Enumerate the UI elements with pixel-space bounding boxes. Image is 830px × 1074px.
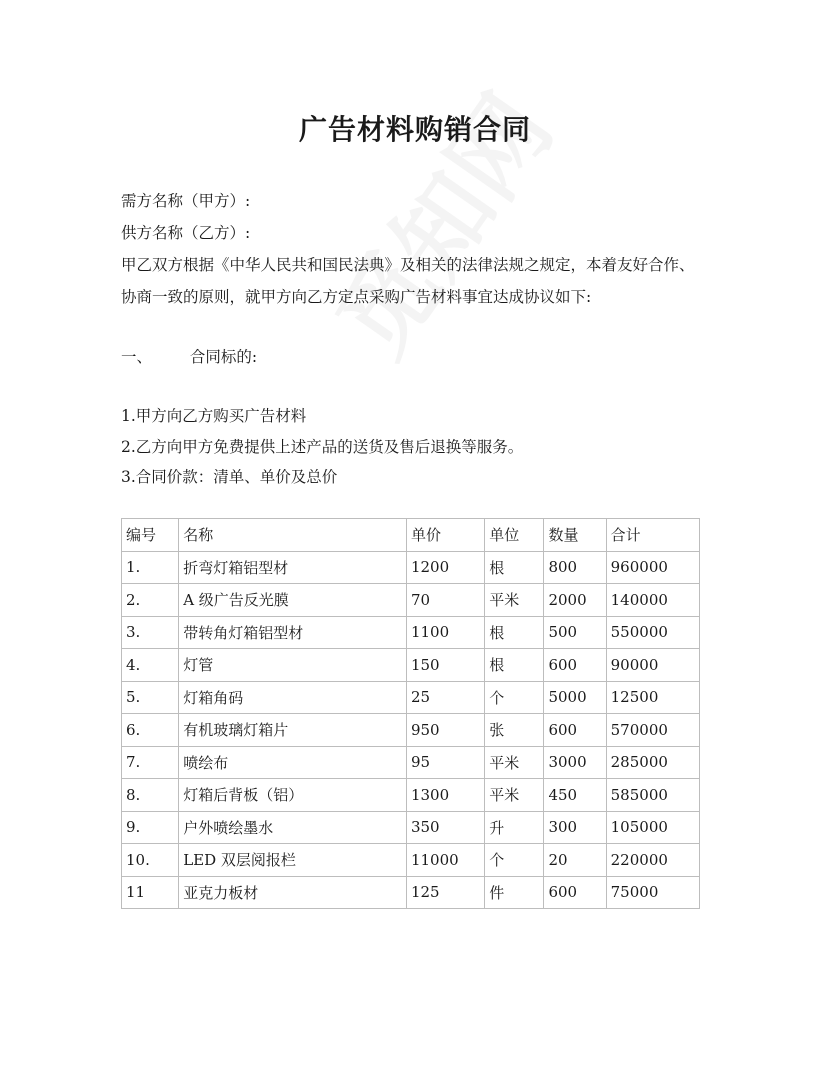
table-cell: 6.: [122, 714, 179, 747]
table-cell: 11000: [406, 844, 484, 877]
table-row: [122, 811, 700, 844]
table-cell: 灯箱角码: [179, 681, 407, 714]
table-cell: 960000: [606, 551, 699, 584]
seller-line: 供方名称（乙方）:: [121, 224, 251, 242]
table-cell: 3000: [544, 746, 606, 779]
clause-3: 3.合同价款：清单、单价及总价: [121, 468, 338, 486]
table-cell: 个: [485, 844, 544, 877]
table-cell: 70: [406, 584, 484, 617]
table-cell: 90000: [606, 649, 699, 682]
table-row: [122, 584, 700, 617]
table-cell: 1300: [406, 779, 484, 812]
table-cell: 张: [485, 714, 544, 747]
table-cell: A 级广告反光膜: [179, 584, 407, 617]
table-cell: 户外喷绘墨水: [179, 811, 407, 844]
table-cell: 根: [485, 551, 544, 584]
clause-1: 1.甲方向乙方购买广告材料: [121, 407, 307, 425]
section-number: 一、: [121, 348, 153, 366]
table-cell: 140000: [606, 584, 699, 617]
header-cell: 数量: [544, 519, 606, 552]
table-cell: 3.: [122, 616, 179, 649]
table-cell: 600: [544, 714, 606, 747]
table-cell: 300: [544, 811, 606, 844]
table-cell: 有机玻璃灯箱片: [179, 714, 407, 747]
table-cell: 10.: [122, 844, 179, 877]
buyer-line: 需方名称（甲方）:: [121, 192, 251, 210]
table-row: [122, 551, 700, 584]
table-cell: 25: [406, 681, 484, 714]
table-row: [122, 616, 700, 649]
table-cell: 950: [406, 714, 484, 747]
table-cell: 11: [122, 876, 179, 909]
table-row: [122, 844, 700, 877]
table-cell: 7.: [122, 746, 179, 779]
table-cell: 800: [544, 551, 606, 584]
table-cell: 500: [544, 616, 606, 649]
header-cell: 单位: [485, 519, 544, 552]
table-cell: 600: [544, 876, 606, 909]
table-cell: 105000: [606, 811, 699, 844]
table-cell: 平米: [485, 746, 544, 779]
clause-2: 2.乙方向甲方免费提供上述产品的送货及售后退换等服务。: [121, 438, 524, 456]
table-cell: 9.: [122, 811, 179, 844]
table-cell: 450: [544, 779, 606, 812]
header-cell: 编号: [122, 519, 179, 552]
table-cell: 1.: [122, 551, 179, 584]
table-cell: 升: [485, 811, 544, 844]
table-cell: 75000: [606, 876, 699, 909]
header-cell: 合计: [606, 519, 699, 552]
table-cell: 根: [485, 649, 544, 682]
table-cell: 585000: [606, 779, 699, 812]
table-row: [122, 681, 700, 714]
header-cell: 单价: [406, 519, 484, 552]
table-cell: 灯箱后背板（铝）: [179, 779, 407, 812]
table-row: [122, 779, 700, 812]
table-cell: 350: [406, 811, 484, 844]
table-cell: 600: [544, 649, 606, 682]
table-cell: 95: [406, 746, 484, 779]
table-cell: 个: [485, 681, 544, 714]
preamble-line-2: 协商一致的原则，就甲方向乙方定点采购广告材料事宜达成协议如下:: [121, 288, 592, 306]
table-cell: 2000: [544, 584, 606, 617]
table-cell: 带转角灯箱铝型材: [179, 616, 407, 649]
table-cell: 喷绘布: [179, 746, 407, 779]
table-cell: 5000: [544, 681, 606, 714]
table-cell: 件: [485, 876, 544, 909]
table-cell: 平米: [485, 779, 544, 812]
table-cell: 20: [544, 844, 606, 877]
table-cell: 8.: [122, 779, 179, 812]
table-row: [122, 649, 700, 682]
table-cell: 570000: [606, 714, 699, 747]
preamble-line-1: 甲乙双方根据《中华人民共和国民法典》及相关的法律法规之规定，本着友好合作、: [121, 256, 695, 274]
table-cell: 4.: [122, 649, 179, 682]
table-cell: 2.: [122, 584, 179, 617]
table-cell: 125: [406, 876, 484, 909]
table-row: [122, 876, 700, 909]
table-row: [122, 714, 700, 747]
document-title: 广告材料购销合同: [298, 113, 531, 146]
table-cell: 折弯灯箱铝型材: [179, 551, 407, 584]
table-cell: 285000: [606, 746, 699, 779]
section-title: 合同标的:: [189, 348, 258, 366]
table-row: [122, 746, 700, 779]
table-cell: 亚克力板材: [179, 876, 407, 909]
table-cell: 220000: [606, 844, 699, 877]
table-cell: 1100: [406, 616, 484, 649]
table-cell: 550000: [606, 616, 699, 649]
table-cell: LED 双层阅报栏: [179, 844, 407, 877]
table-cell: 灯管: [179, 649, 407, 682]
table-cell: 150: [406, 649, 484, 682]
header-cell: 名称: [179, 519, 407, 552]
table-cell: 平米: [485, 584, 544, 617]
table-cell: 12500: [606, 681, 699, 714]
table-cell: 1200: [406, 551, 484, 584]
section-1-heading: [121, 345, 257, 367]
table-cell: 5.: [122, 681, 179, 714]
price-table: [121, 518, 700, 909]
table-header-row: [122, 519, 700, 552]
table-cell: 根: [485, 616, 544, 649]
